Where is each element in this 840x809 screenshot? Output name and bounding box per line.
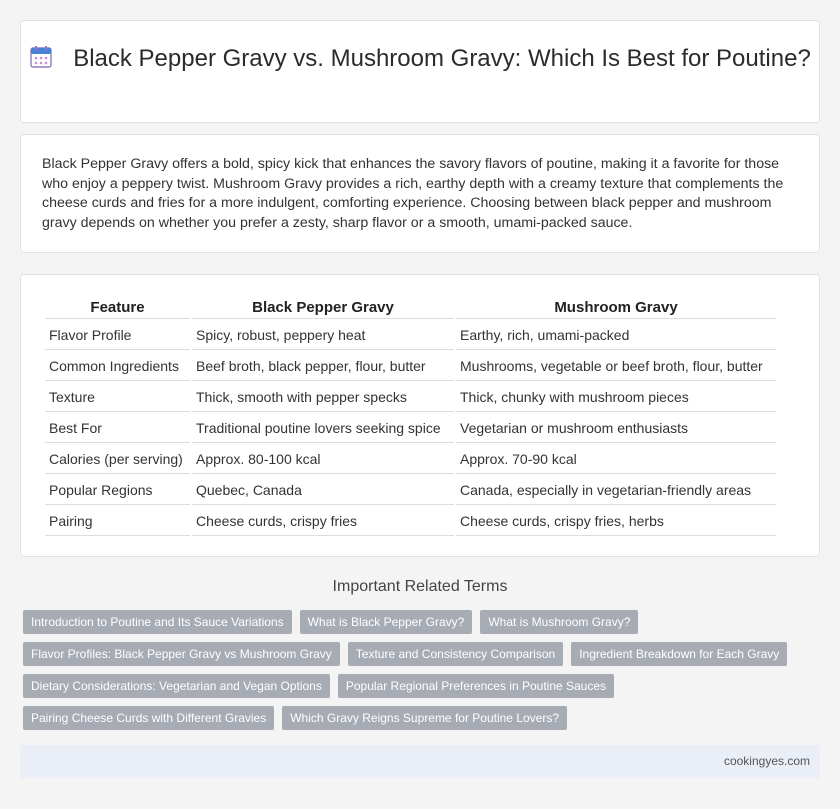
table-cell: Flavor Profile <box>45 321 190 350</box>
table-cell: Vegetarian or mushroom enthusiasts <box>456 414 776 443</box>
tag-row <box>23 706 823 730</box>
table-row <box>45 414 776 443</box>
page-title-wrap <box>21 43 819 74</box>
table-cell: Traditional poutine lovers seeking spice <box>192 414 454 443</box>
related-term-tag[interactable]: Texture and Consistency Comparison <box>348 642 563 666</box>
related-term-tag[interactable]: Dietary Considerations: Vegetarian and Vegan Options <box>23 674 330 698</box>
table-row <box>45 352 776 381</box>
related-term-tag[interactable]: Flavor Profiles: Black Pepper Gravy vs Mushroom Gravy <box>23 642 340 666</box>
table-row <box>45 321 776 350</box>
related-term-tag[interactable]: Pairing Cheese Curds with Different Gravies <box>23 706 274 730</box>
calendar-icon <box>29 45 53 69</box>
footer <box>20 745 820 778</box>
related-term-tag[interactable]: Popular Regional Preferences in Poutine Sauces <box>338 674 614 698</box>
footer-site-link[interactable]: cookingyes.com <box>723 754 810 768</box>
related-term-tag[interactable]: Ingredient Breakdown for Each Gravy <box>571 642 787 666</box>
table-cell: Cheese curds, crispy fries <box>192 507 454 536</box>
table-cell: Mushrooms, vegetable or beef broth, flour, butter <box>456 352 776 381</box>
header-feature: Feature <box>45 297 190 319</box>
table-row <box>45 476 776 505</box>
table-cell: Thick, smooth with pepper specks <box>192 383 454 412</box>
table-cell: Quebec, Canada <box>192 476 454 505</box>
tag-row <box>23 610 823 634</box>
table-cell: Earthy, rich, umami-packed <box>456 321 776 350</box>
table-row <box>45 445 776 474</box>
comparison-table <box>43 295 778 538</box>
comparison-card <box>20 274 820 557</box>
title-card <box>20 20 820 123</box>
table-cell: Approx. 70-90 kcal <box>456 445 776 474</box>
related-term-tag[interactable]: What is Mushroom Gravy? <box>480 610 638 634</box>
related-terms-list <box>23 610 823 738</box>
table-cell: Common Ingredients <box>45 352 190 381</box>
related-term-tag[interactable]: Introduction to Poutine and Its Sauce Variations <box>23 610 292 634</box>
table-cell: Texture <box>45 383 190 412</box>
intro-paragraph: Black Pepper Gravy offers a bold, spicy kick that enhances the savory flavors of poutine, making it a favorite for those who enjoy a peppery twist. Mushroom Gravy provides a rich, earthy depth with a creamy texture that complements the cheese curds and fries for a more indulgent, comforting experience. Choosing between black pepper and mushroom gravy depends on whether you prefer a zesty, sharp flavor or a smooth, umami-packed sauce. <box>42 156 784 231</box>
table-row <box>45 383 776 412</box>
table-cell: Thick, chunky with mushroom pieces <box>456 383 776 412</box>
header-black-pepper: Black Pepper Gravy <box>192 297 454 319</box>
header-mushroom: Mushroom Gravy <box>456 297 776 319</box>
intro-card <box>20 134 820 253</box>
table-cell: Popular Regions <box>45 476 190 505</box>
table-cell: Pairing <box>45 507 190 536</box>
table-header-row <box>45 297 776 319</box>
table-cell: Approx. 80-100 kcal <box>192 445 454 474</box>
tag-row <box>23 642 823 666</box>
table-cell: Canada, especially in vegetarian-friendly areas <box>456 476 776 505</box>
tag-row <box>23 674 823 698</box>
table-cell: Spicy, robust, peppery heat <box>192 321 454 350</box>
related-terms-heading: Important Related Terms <box>332 578 508 595</box>
table-cell: Beef broth, black pepper, flour, butter <box>192 352 454 381</box>
page-title: Black Pepper Gravy vs. Mushroom Gravy: Which Is Best for Poutine? <box>73 45 811 72</box>
table-row <box>45 507 776 536</box>
table-cell: Best For <box>45 414 190 443</box>
table-cell: Cheese curds, crispy fries, herbs <box>456 507 776 536</box>
related-term-tag[interactable]: Which Gravy Reigns Supreme for Poutine Lovers? <box>282 706 567 730</box>
related-term-tag[interactable]: What is Black Pepper Gravy? <box>300 610 473 634</box>
table-cell: Calories (per serving) <box>45 445 190 474</box>
